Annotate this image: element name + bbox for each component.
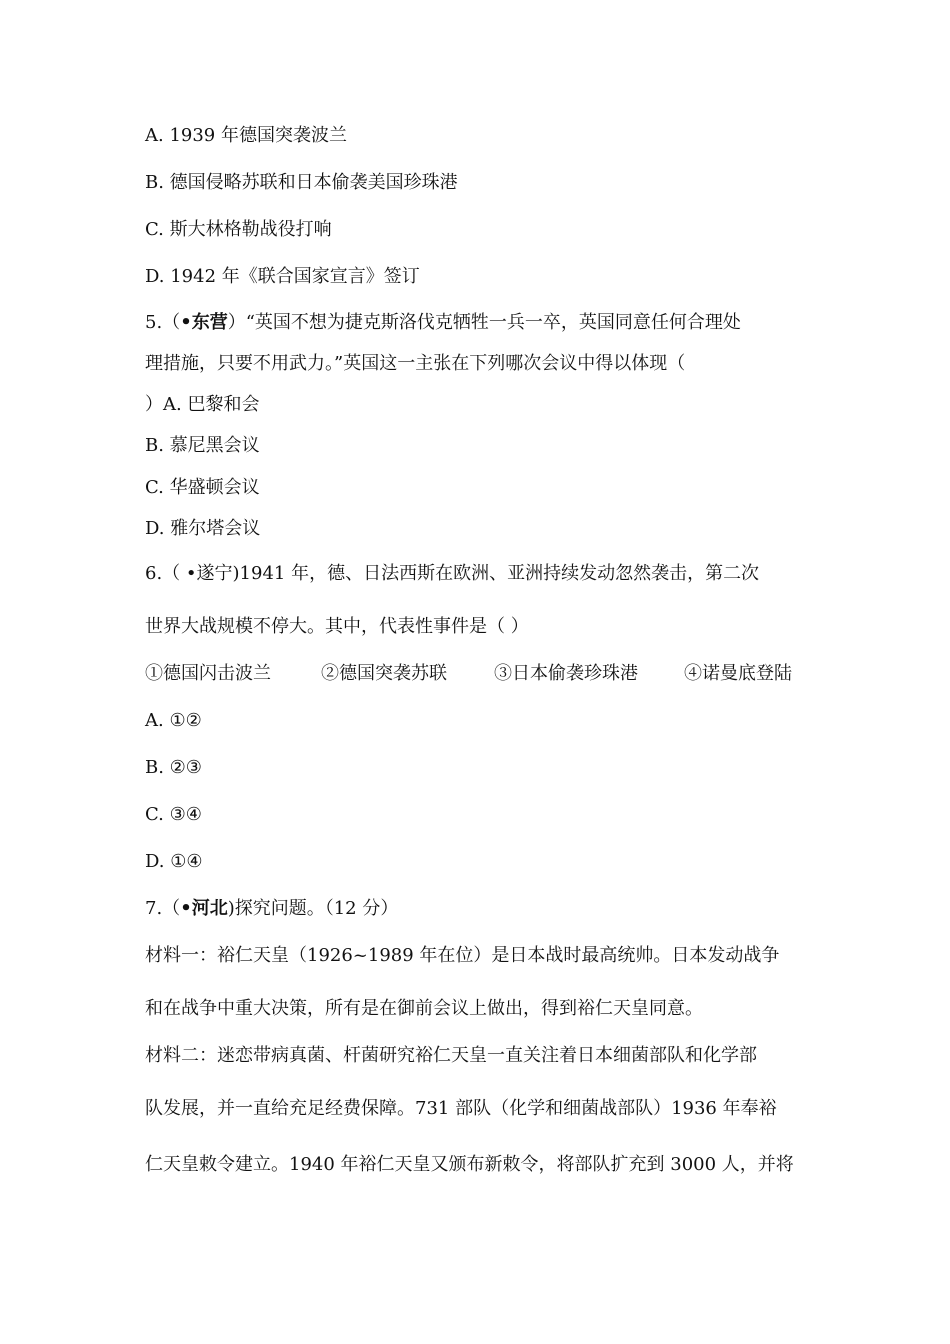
q7-source: •河北 <box>180 898 228 919</box>
q6-option-d: D. ①④ <box>145 851 203 872</box>
q7-material-line-1: 材料一：裕仁天皇（1926~1989 年在位）是日本战时最高统帅。日本发动战争 <box>145 945 780 966</box>
q5-stem-text: ）“英国不想为捷克斯洛伐克牺牲一兵一卒，英国同意任何合理处 <box>227 312 741 333</box>
q5-stem-line-2: 理措施，只要不用武力。”英国这一主张在下列哪次会议中得以体现（ <box>145 353 686 374</box>
q5-option-d: D. 雅尔塔会议 <box>145 518 261 539</box>
q7-prefix: 7.（ <box>145 898 181 919</box>
q6-stem-line-1: 6.（ •遂宁)1941 年，德、日法西斯在欧洲、亚洲持续发动忽然袭击，第二次 <box>145 563 760 584</box>
q6-items <box>145 662 792 686</box>
q7-material-line-2: 和在战争中重大决策，所有是在御前会议上做出，得到裕仁天皇同意。 <box>145 998 703 1019</box>
q4-option-d: D. 1942 年《联合国家宣言》签订 <box>145 266 420 287</box>
q6-option-c: C. ③④ <box>145 804 202 825</box>
q5-option-a: ）A. 巴黎和会 <box>145 394 260 415</box>
q6-item-3: ③日本偷袭珍珠港 <box>494 663 638 684</box>
q5-source: •东营 <box>180 312 228 333</box>
q6-item-2: ②德国突袭苏联 <box>321 663 447 684</box>
q6-item-4: ④诺曼底登陆 <box>684 663 792 684</box>
q5-option-b: B. 慕尼黑会议 <box>145 435 260 456</box>
q6-option-a: A. ①② <box>145 710 202 731</box>
q7-stem <box>145 897 398 921</box>
q4-option-c: C. 斯大林格勒战役打响 <box>145 219 332 240</box>
q7-material-line-4: 队发展，并一直给充足经费保障。731 部队（化学和细菌战部队）1936 年奉裕 <box>145 1098 777 1119</box>
q4-option-b: B. 德国侵略苏联和日本偷袭美国珍珠港 <box>145 172 458 193</box>
q7-material-line-3: 材料二：迷恋带病真菌、杆菌研究裕仁天皇一直关注着日本细菌部队和化学部 <box>145 1045 757 1066</box>
q5-prefix: 5.（ <box>145 312 181 333</box>
q5-stem-line-1 <box>145 311 741 335</box>
q6-option-b: B. ②③ <box>145 757 202 778</box>
q7-material-line-5: 仁天皇敕令建立。1940 年裕仁天皇又颁布新敕令，将部队扩充到 3000 人，并将 <box>145 1154 794 1175</box>
q6-stem-line-2: 世界大战规模不停大。其中，代表性事件是（ ） <box>145 616 529 637</box>
q5-option-c: C. 华盛顿会议 <box>145 477 260 498</box>
q4-option-a: A. 1939 年德国突袭波兰 <box>145 125 347 146</box>
q6-item-1: ①德国闪击波兰 <box>145 663 271 684</box>
q7-stem-text: )探究问题。（12 分） <box>227 898 399 919</box>
